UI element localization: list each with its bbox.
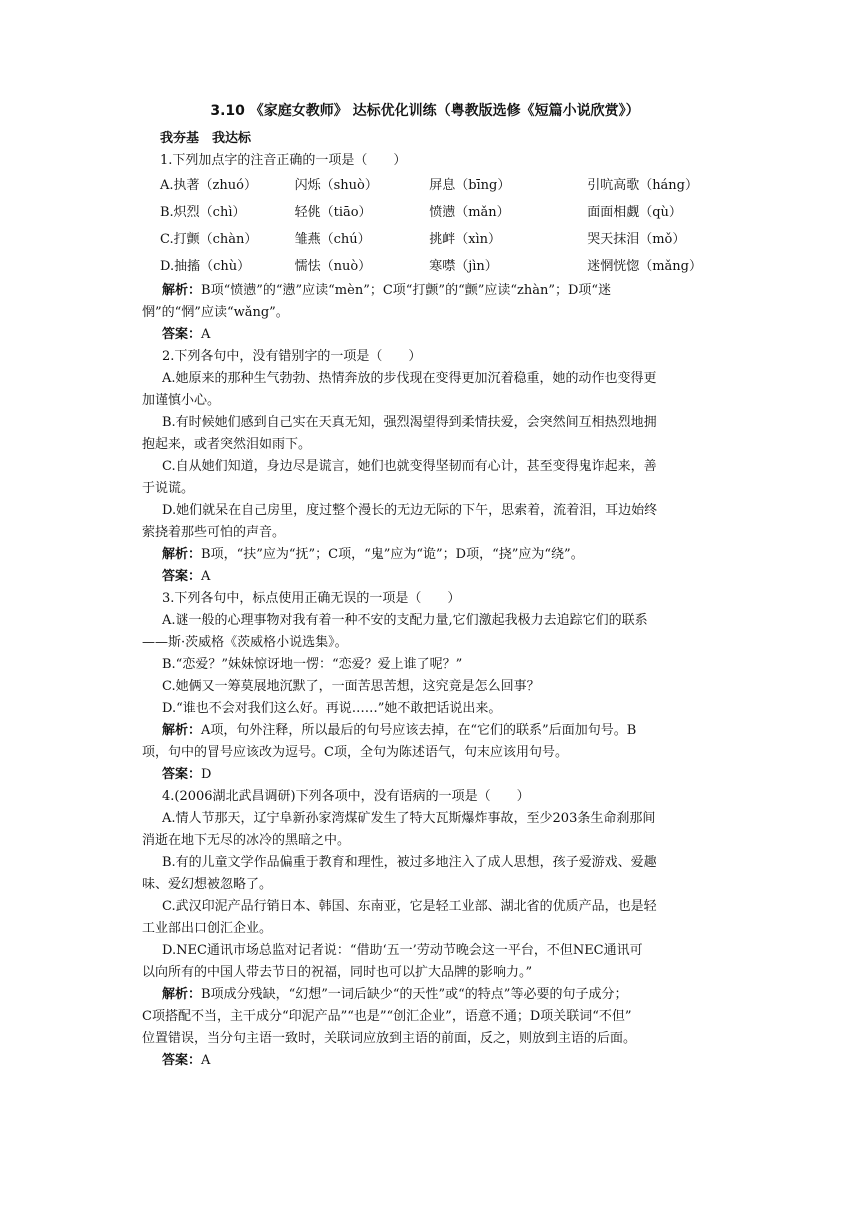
question-2-answer [142, 566, 714, 588]
question-3-stem: 3.下列各句中，标点使用正确无误的一项是（ ） [162, 591, 461, 606]
question-3-answer [142, 764, 714, 786]
answer-value: A [201, 327, 211, 342]
question-4-answer [142, 1050, 714, 1072]
question-3-option-d: D.“谁也不会对我们这么好。再说……”她不敢把话说出来。 [162, 701, 502, 716]
question-2-option-c-cont: 于说谎。 [142, 481, 195, 496]
question-4-analysis-cont: C项搭配不当，主干成分“印泥产品”“也是”“创汇企业”，语意不通；D项关联词“不但” [142, 1009, 632, 1024]
option-cell: 轻佻（tiāo） [294, 205, 372, 220]
question-4-analysis-cont-2: 位置错误，当分句主语一致时，关联词应放到主语的前面，反之，则放到主语的后面。 [142, 1031, 637, 1046]
option-cell: 哭天抹泪（mǒ） [587, 232, 686, 247]
answer-label: 答案： [162, 327, 202, 342]
question-4-analysis [142, 984, 714, 1006]
option-cell: 闪烁（shuò） [294, 178, 378, 193]
question-2-analysis [142, 544, 714, 566]
option-cell: A.执著（zhuó） [160, 178, 257, 193]
answer-value: A [201, 569, 211, 584]
question-2-option-a: A.她原来的那种生气勃勃、热情奔放的步伐现在变得更加沉着稳重，她的动作也变得更 [162, 371, 657, 386]
question-3-option-a: A.谜一般的心理事物对我有着一种不安的支配力量,它们激起我极力去追踪它们的联系 [162, 613, 648, 628]
question-4-option-c-cont: 工业部出口创汇企业。 [142, 921, 273, 936]
question-1-answer [142, 324, 714, 346]
option-cell: D.抽搐（chù） [160, 259, 251, 274]
question-2-option-b-cont: 抱起来，或者突然泪如雨下。 [142, 437, 312, 452]
option-cell: 面面相觑（qù） [587, 205, 682, 220]
question-2-option-c: C.自从她们知道，身边尽是谎言，她们也就变得坚韧而有心计，甚至变得鬼诈起来，善 [162, 459, 657, 474]
analysis-text: B项“愤懑”的“懑”应读“mèn”；C项“打颤”的“颤”应读“zhàn”；D项“迷 [201, 283, 612, 298]
question-4-option-d: D.NEC通讯市场总监对记者说：“借助‘五一’劳动节晚会这一平台，不但NEC通讯可 [162, 943, 643, 958]
document-body [142, 100, 714, 1072]
document-title: 3.10 《家庭女教师》 达标优化训练（粤教版选修《短篇小说欣赏》） [210, 103, 640, 119]
question-1-row-d [160, 253, 714, 280]
question-4-option-a: A.情人节那天，辽宁阜新孙家湾煤矿发生了特大瓦斯爆炸事故，至少203条生命刹那间 [162, 811, 656, 826]
analysis-label: 解析： [162, 987, 202, 1002]
question-1-stem: 1.下列加点字的注音正确的一项是（ ） [160, 153, 407, 168]
question-3-option-c: C.她俩又一筹莫展地沉默了，一面苦思苦想，这究竟是怎么回事？ [162, 679, 540, 694]
question-2-option-b: B.有时候她们感到自己实在天真无知，强烈渴望得到柔情扶爱，会突然间互相热烈地拥 [162, 415, 657, 430]
analysis-label: 解析： [162, 723, 202, 738]
question-2-option-a-cont: 加谨慎小心。 [142, 393, 221, 408]
section-heading: 我夯基 我达标 [160, 131, 252, 146]
answer-value: A [201, 1053, 211, 1068]
analysis-label: 解析： [162, 283, 202, 298]
option-cell: 迷惘恍惚（mǎng） [587, 259, 702, 274]
analysis-text: B项，“扶”应为“抚”；C项，“鬼”应为“诡”；D项，“挠”应为“绕”。 [201, 547, 584, 562]
answer-label: 答案： [162, 767, 202, 782]
question-1-analysis [142, 280, 714, 302]
option-cell: 雏燕（chú） [294, 232, 371, 247]
option-cell: 懦怯（nuò） [294, 259, 372, 274]
question-4-option-d-cont: 以向所有的中国人带去节日的祝福，同时也可以扩大品牌的影响力。” [142, 965, 533, 980]
option-cell: 挑衅（xìn） [429, 232, 502, 247]
question-4-option-a-cont: 消逝在地下无尽的冰冷的黑暗之中。 [142, 833, 351, 848]
option-cell: C.打颤（chàn） [160, 232, 258, 247]
option-cell: B.炽烈（chì） [160, 205, 246, 220]
question-3-option-a-cont: ——斯·茨威格《茨威格小说选集》。 [142, 635, 348, 650]
question-4-option-b: B.有的儿童文学作品偏重于教育和理性，被过多地注入了成人思想，孩子爱游戏、爱趣 [162, 855, 657, 870]
question-4-stem: 4.(2006湖北武昌调研)下列各项中，没有语病的一项是（ ） [162, 789, 530, 804]
option-cell: 愤懑（mǎn） [429, 205, 510, 220]
question-2-option-d: D.她们就呆在自己房里，度过整个漫长的无边无际的下午，思索着，流着泪，耳边始终 [162, 503, 658, 518]
analysis-label: 解析： [162, 547, 202, 562]
question-3-option-b: B.“恋爱？”妹妹惊讶地一愣：“恋爱？爱上谁了呢？” [162, 657, 463, 672]
analysis-text: A项，句外注释，所以最后的句号应该去掉，在“它们的联系”后面加句号。B [201, 723, 637, 738]
option-cell: 引吭高歌（háng） [587, 178, 699, 193]
analysis-text: B项成分残缺，“幻想”一词后缺少“的天性”或“的特点”等必要的句子成分； [201, 987, 628, 1002]
question-4-option-b-cont: 味、爱幻想被忽略了。 [142, 877, 273, 892]
option-cell: 寒噤（jìn） [429, 259, 498, 274]
question-3-analysis [142, 720, 714, 742]
answer-value: D [201, 767, 212, 782]
question-1-row-b [160, 199, 714, 226]
question-4-option-c: C.武汉印泥产品行销日本、韩国、东南亚，它是轻工业部、湖北省的优质产品，也是轻 [162, 899, 657, 914]
option-cell: 屏息（bīng） [429, 178, 511, 193]
answer-label: 答案： [162, 1053, 202, 1068]
question-2-option-d-cont: 萦挠着那些可怕的声音。 [142, 525, 286, 540]
answer-label: 答案： [162, 569, 202, 584]
question-1-row-c [160, 226, 714, 253]
question-1-row-a [160, 172, 714, 199]
question-2-stem: 2.下列各句中，没有错别字的一项是（ ） [162, 349, 422, 364]
question-1-analysis-cont: 惘”的“惘”应读“wǎng”。 [142, 305, 289, 320]
question-3-analysis-cont: 项，句中的冒号应该改为逗号。C项，全句为陈述语气，句末应该用句号。 [142, 745, 568, 760]
